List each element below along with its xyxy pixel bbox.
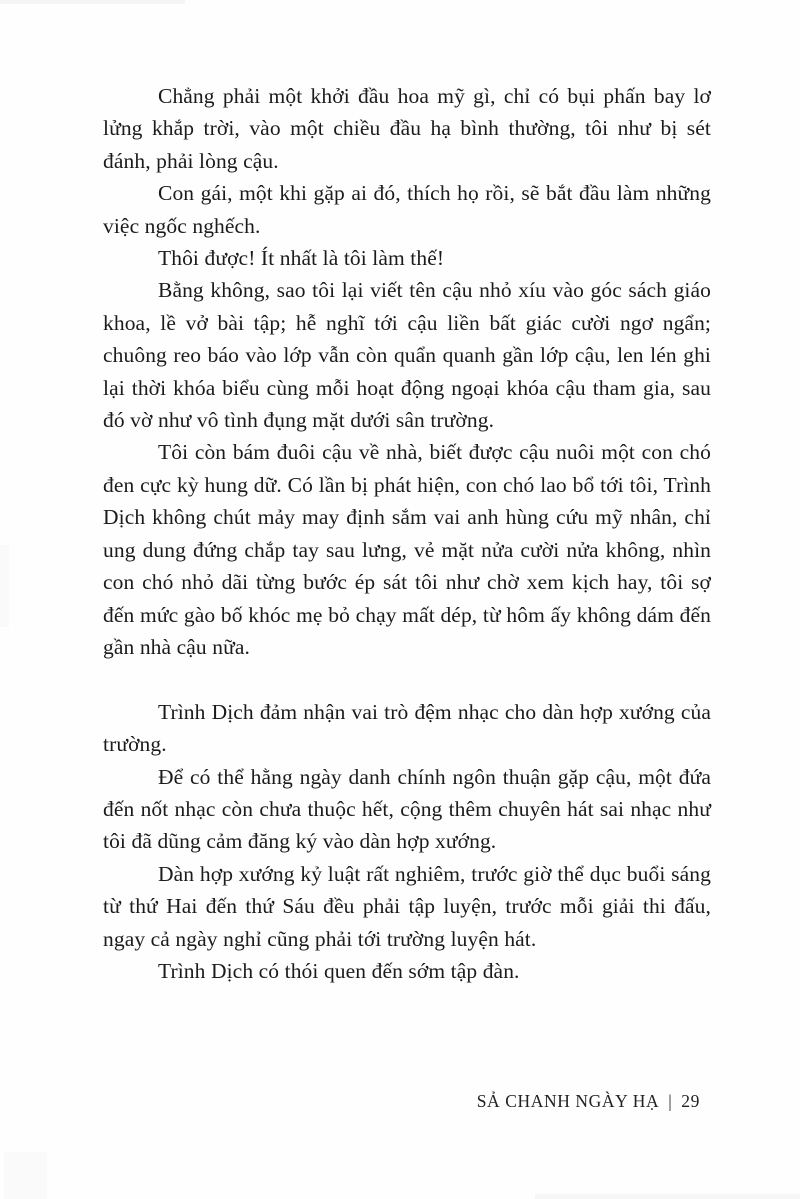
paragraph: Dàn hợp xướng kỷ luật rất nghiêm, trước giờ thể dục buổi sáng từ thứ Hai đến thứ Sáu đều phải tập luyện, trước mỗi giải thi đấu, ngay cả ngày nghỉ cũng phải tới trường luyện hát. <box>103 861 711 951</box>
paragraph: Con gái, một khi gặp ai đó, thích họ rồi, sẽ bắt đầu làm những việc ngốc nghếch. <box>103 181 711 238</box>
footer-book-title: SẢ CHANH NGÀY HẠ <box>476 1091 660 1111</box>
scan-artifact-left-edge <box>0 545 9 627</box>
scan-artifact-top <box>0 0 185 4</box>
paragraph: Trình Dịch có thói quen đến sớm tập đàn. <box>158 958 520 983</box>
scan-artifact-bottom-right <box>535 1194 800 1199</box>
page-footer <box>103 1091 700 1112</box>
scan-artifact-bottom-left <box>4 1152 47 1199</box>
paragraph: Chẳng phải một khởi đầu hoa mỹ gì, chỉ có bụi phấn bay lơ lửng khắp trời, vào một chiều đầu hạ bình thường, tôi như bị sét đánh, phải lòng cậu. <box>103 84 711 173</box>
paragraph: Thôi được! Ít nhất là tôi làm thế! <box>158 246 445 271</box>
paragraph: Tôi còn bám đuôi cậu về nhà, biết được cậu nuôi một con chó đen cực kỳ hung dữ. Có lần bị phát hiện, con chó lao bổ tới tôi, Trình Dịch không chút mảy may định sắm vai anh hùng cứu mỹ nhân, chỉ ung dung đứng chắp tay sau lưng, vẻ mặt nửa cười nửa không, nhìn con chó nhỏ dãi từng bước ép sát tôi như chờ xem kịch hay, tôi sợ đến mức gào bố khóc mẹ bỏ chạy mất dép, từ hôm ấy không dám đến gần nhà cậu nữa. <box>103 440 711 659</box>
footer-page-number: 29 <box>681 1091 700 1111</box>
footer-separator: | <box>668 1091 673 1111</box>
paragraph: Để có thể hằng ngày danh chính ngôn thuận gặp cậu, một đứa đến nốt nhạc còn chưa thuộc hết, cộng thêm chuyên hát sai nhạc như tôi đã dũng cảm đăng ký vào dàn hợp xướng. <box>103 764 711 854</box>
body-text <box>103 80 711 987</box>
paragraph-section-start: Trình Dịch đảm nhận vai trò đệm nhạc cho dàn hợp xướng của trường. <box>103 699 711 757</box>
paragraph: Bằng không, sao tôi lại viết tên cậu nhỏ xíu vào góc sách giáo khoa, lề vở bài tập; hễ nghĩ tới cậu liền bất giác cười ngơ ngẩn; chuông reo báo vào lớp vẫn còn quẩn quanh gần lớp cậu, len lén ghi lại thời khóa biểu cùng mỗi hoạt động ngoại khóa cậu tham gia, sau đó vờ như vô tình đụng mặt dưới sân trường. <box>103 278 711 433</box>
